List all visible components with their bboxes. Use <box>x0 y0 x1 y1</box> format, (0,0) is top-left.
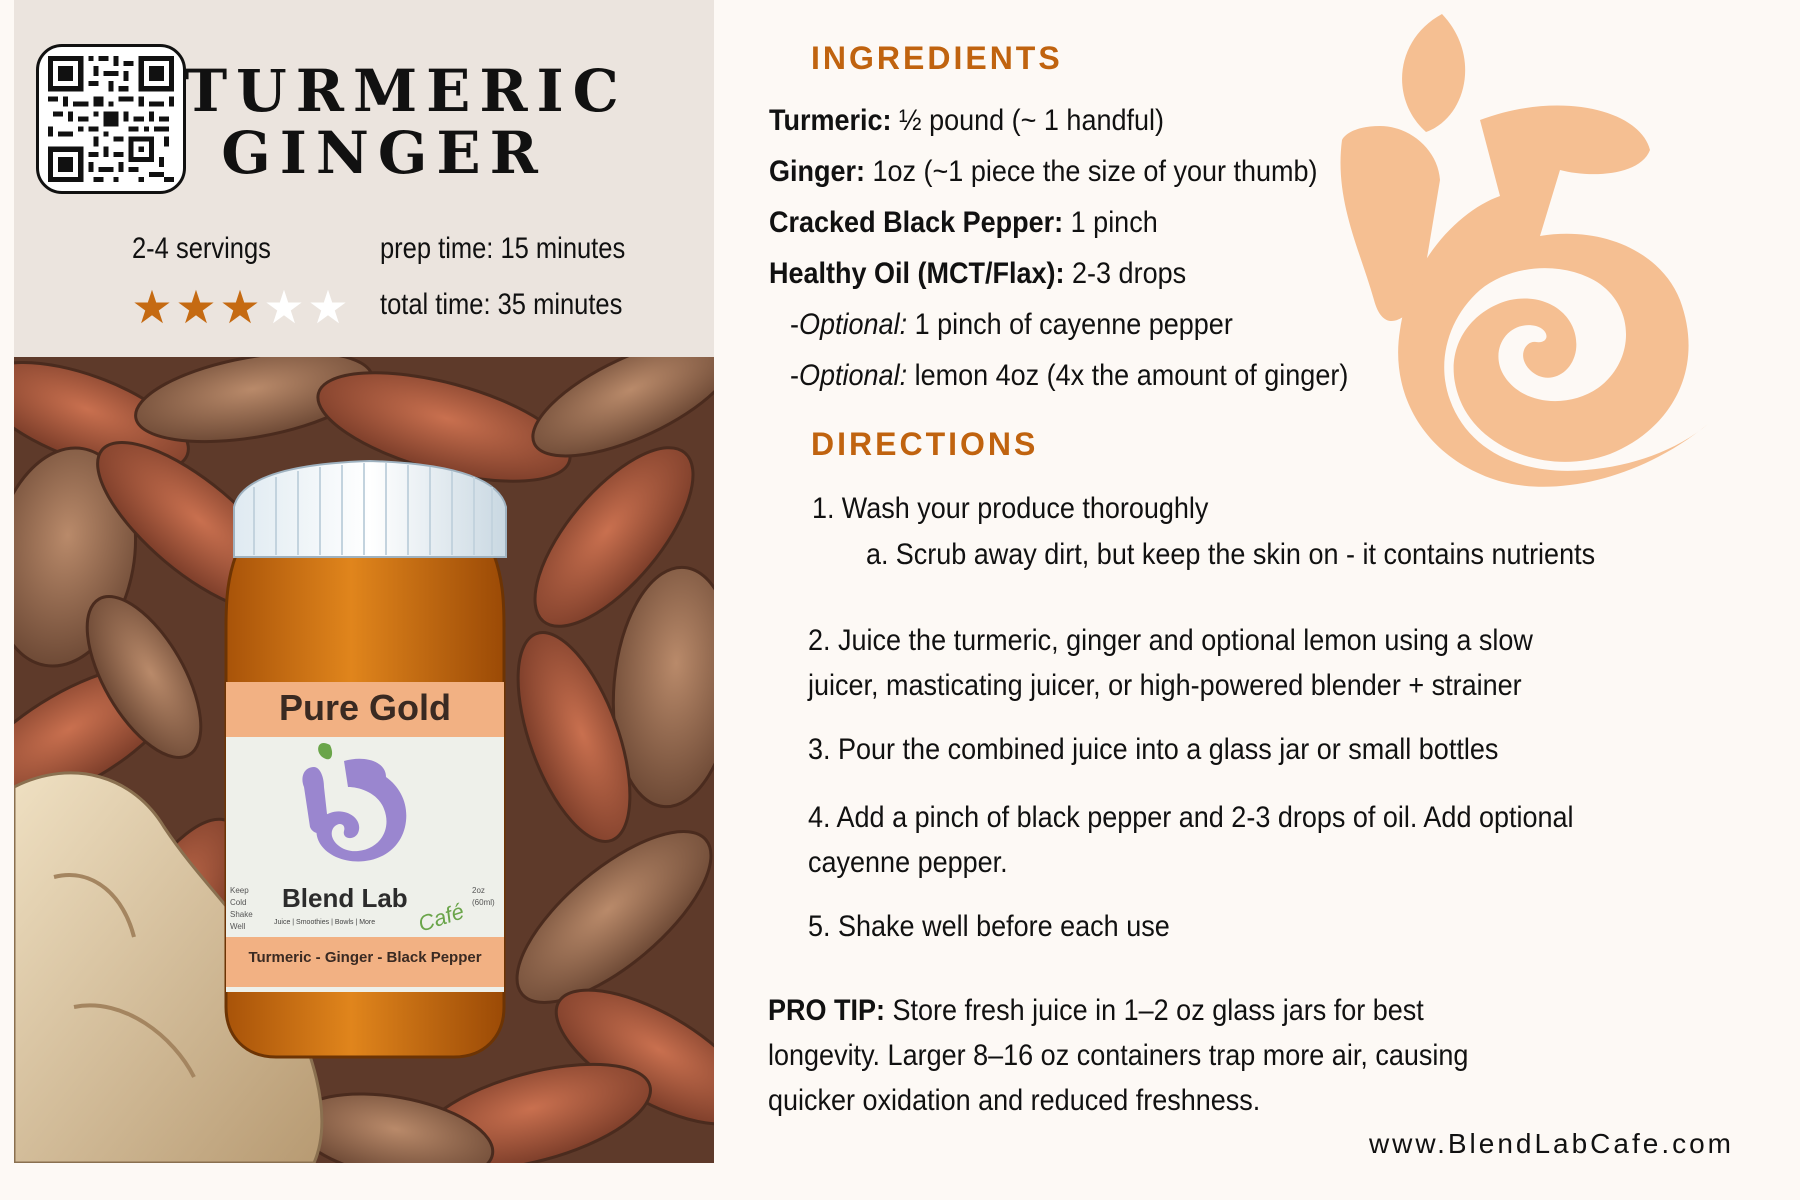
title-line-2: GINGER <box>221 119 547 187</box>
star-filled-icon: ★ <box>131 281 173 333</box>
jar-tagline: Juice | Smoothies | Bowls | More <box>274 919 376 926</box>
pro-tip-label: PRO TIP: <box>768 994 886 1027</box>
optional-label: Optional: <box>799 308 908 341</box>
pro-tip <box>768 988 1542 1123</box>
ingredient-item <box>769 257 1186 291</box>
total-time: total time: 35 minutes <box>380 288 623 321</box>
optional-text: 1 pinch of cayenne pepper <box>914 308 1233 341</box>
optional-prefix: - <box>790 308 799 341</box>
direction-step-4: 4. Add a pinch of black pepper and 2-3 drops of oil. Add optional cayenne pepper. <box>808 801 1574 879</box>
product-photo <box>14 357 714 1163</box>
website-link[interactable]: www.BlendLabCafe.com <box>1368 1128 1734 1159</box>
jar-ingredients: Turmeric - Ginger - Black Pepper <box>248 949 482 966</box>
directions-heading: DIRECTIONS <box>811 426 1039 462</box>
star-filled-icon: ★ <box>175 281 217 333</box>
ingredient-amount: ½ pound (~ 1 handful) <box>899 104 1165 137</box>
ingredient-name: Healthy Oil (MCT/Flax): <box>769 257 1065 290</box>
title-line-1: TURMERIC <box>184 57 628 125</box>
pro-tip-text: Store fresh juice in 1–2 oz glass jars for best longevity. Larger 8–16 oz containers trap more air, causing quicker oxidation and reduced freshness. <box>768 994 1469 1117</box>
blend-lab-logo-icon <box>1340 0 1780 540</box>
step-1a-number: a. <box>866 538 889 571</box>
jar-brand: Pure Gold <box>278 687 452 728</box>
difficulty-rating <box>130 281 350 333</box>
recipe-title <box>184 57 628 187</box>
jar-logo-text: Blend Lab <box>282 883 408 913</box>
jar-right-text: 2oz (60ml) <box>472 886 495 907</box>
direction-step-1a <box>866 538 1595 572</box>
ingredient-name: Turmeric: <box>769 104 892 137</box>
direction-step-2: 2. Juice the turmeric, ginger and optional lemon using a slow juicer, masticating juicer, or high-powered blender + strainer <box>808 624 1533 702</box>
jar-logo-script: Café <box>415 898 468 937</box>
star-empty-icon: ★ <box>307 281 349 333</box>
servings: 2-4 servings <box>132 232 271 265</box>
qr-code-icon[interactable] <box>36 44 186 194</box>
ingredient-amount: 1 pinch <box>1070 206 1158 239</box>
star-filled-icon: ★ <box>219 281 261 333</box>
step-1-number: 1. <box>812 492 835 525</box>
step-1a-text: Scrub away dirt, but keep the skin on - it contains nutrients <box>895 538 1596 571</box>
ingredient-name: Ginger: <box>769 155 866 188</box>
direction-step-3: 3. Pour the combined juice into a glass jar or small bottles <box>808 733 1499 766</box>
optional-prefix: - <box>790 359 799 392</box>
prep-time: prep time: 15 minutes <box>380 232 626 265</box>
ingredient-name: Cracked Black Pepper: <box>769 206 1064 239</box>
ingredient-item <box>769 155 1318 189</box>
optional-ingredient <box>790 308 1233 342</box>
direction-step-5: 5. Shake well before each use <box>808 910 1170 943</box>
ingredients-heading: INGREDIENTS <box>811 40 1063 76</box>
direction-step-1 <box>812 492 1208 526</box>
star-empty-icon: ★ <box>263 281 305 333</box>
ingredient-item <box>769 206 1158 240</box>
ingredient-amount: 2-3 drops <box>1072 257 1187 290</box>
optional-text: lemon 4oz (4x the amount of ginger) <box>914 359 1349 392</box>
step-1-text: Wash your produce thoroughly <box>841 492 1209 525</box>
optional-label: Optional: <box>799 359 908 392</box>
optional-ingredient <box>790 359 1348 393</box>
jar-left-text: Keep Cold Shake Well <box>230 886 253 931</box>
recipe-header-panel <box>14 0 714 1163</box>
ingredient-amount: 1oz (~1 piece the size of your thumb) <box>872 155 1318 188</box>
ingredient-item <box>769 104 1164 138</box>
